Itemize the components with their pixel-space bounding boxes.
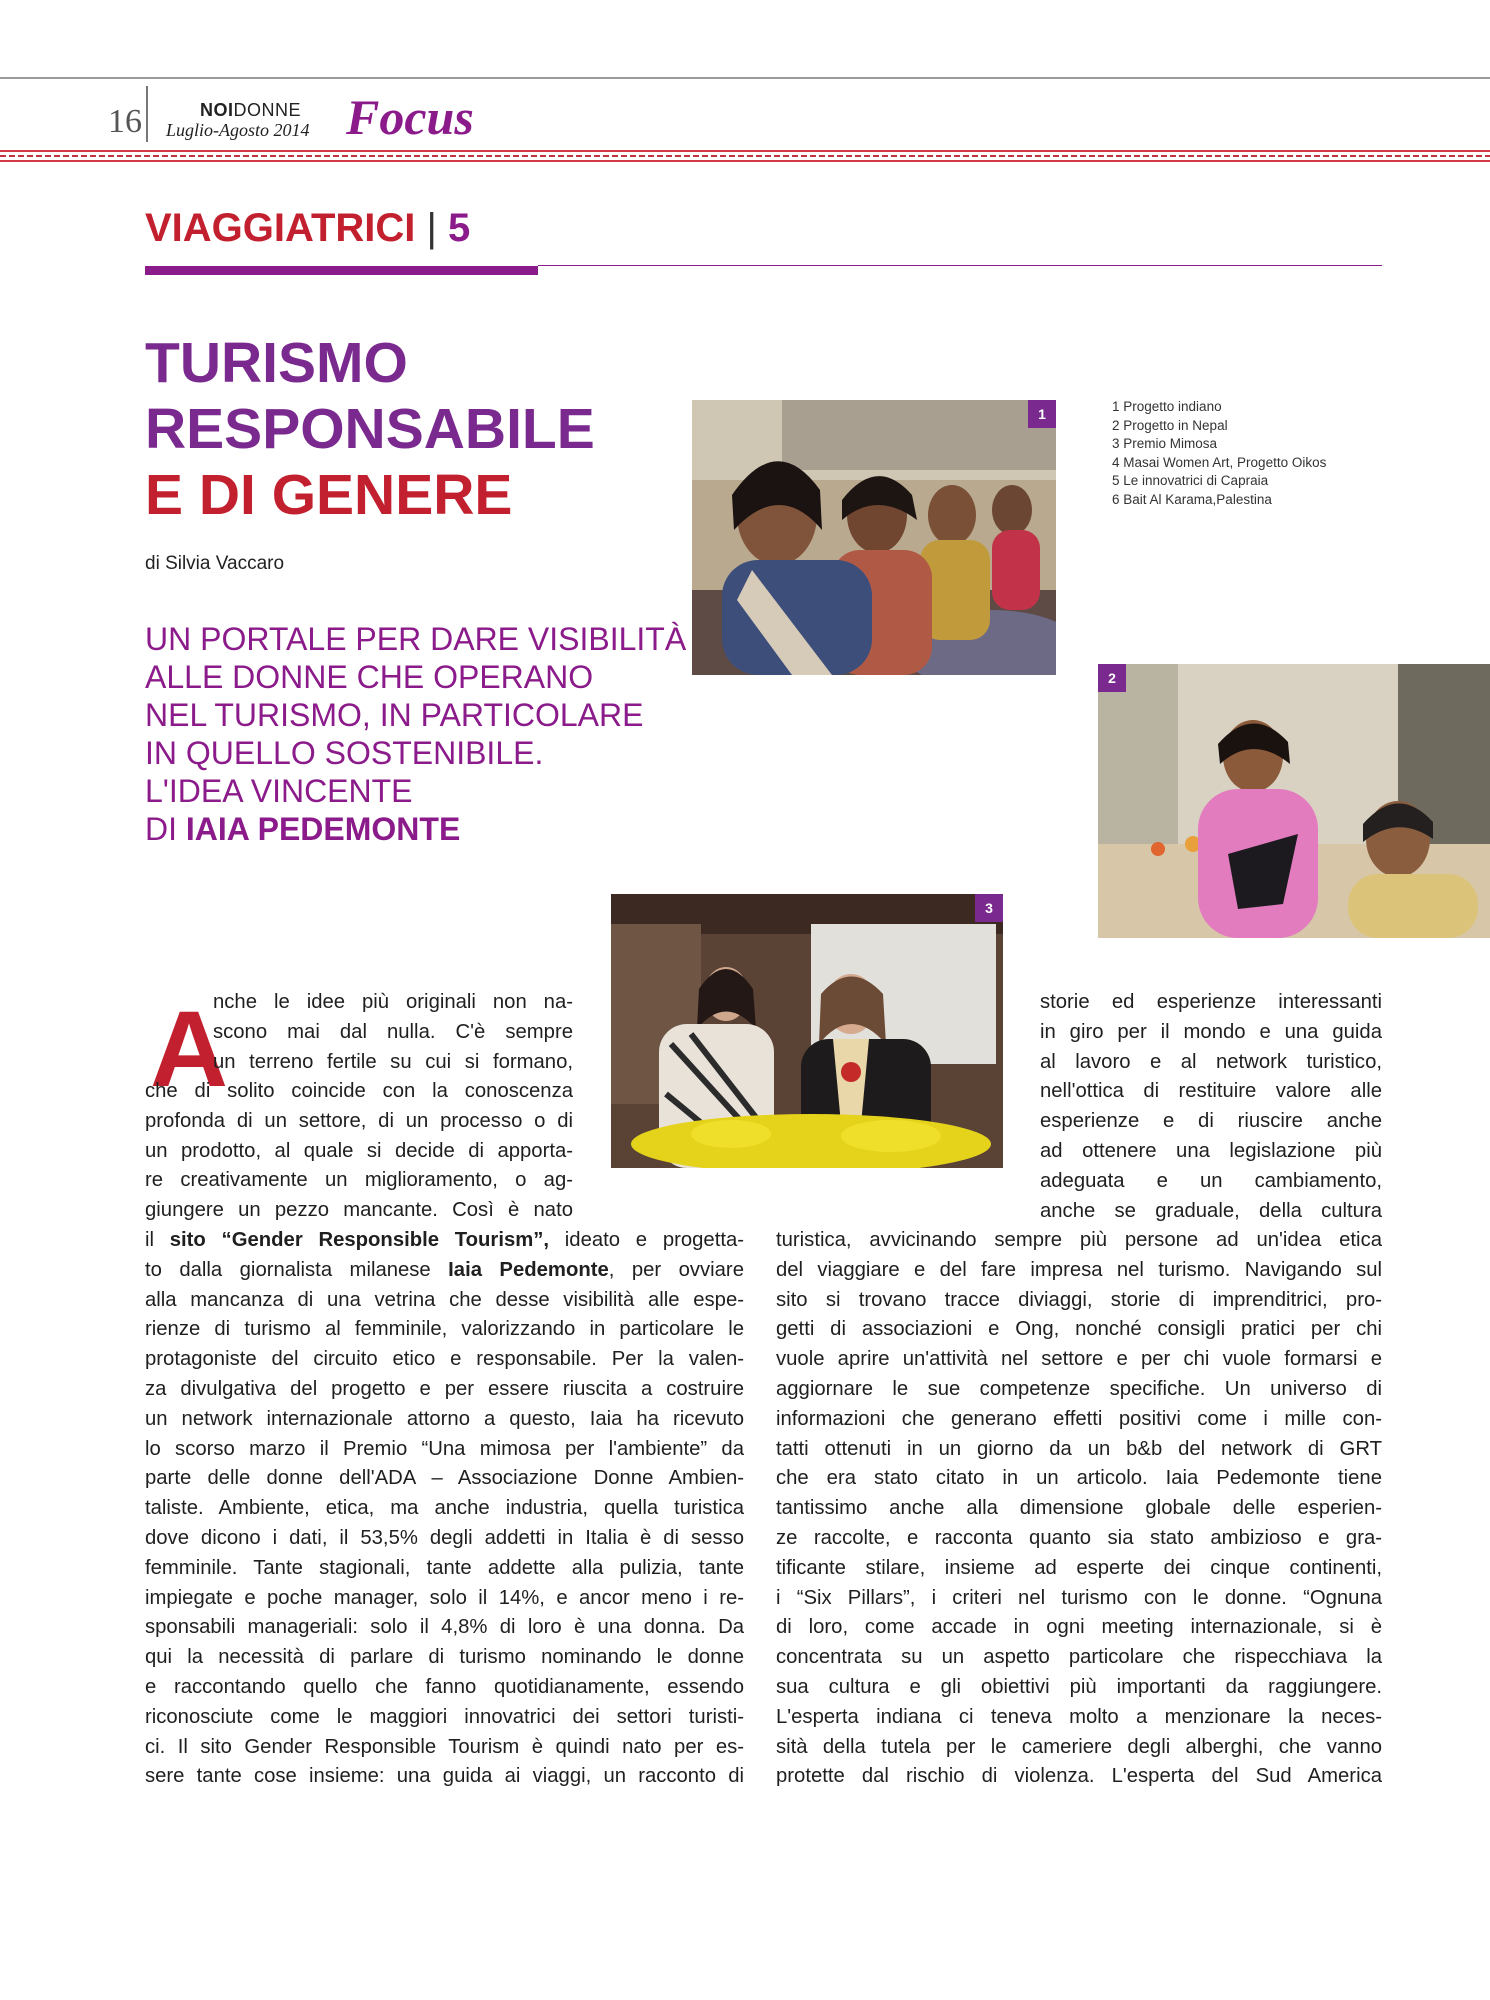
body-line: giungere un pezzo mancante. Così è nato bbox=[145, 1199, 573, 1222]
body-line: sponsabili manageriali: solo il 4,8% di loro è una donna. Da bbox=[145, 1616, 744, 1639]
subhead-line: L'IDEA VINCENTE bbox=[145, 773, 413, 809]
title-line-3: E DI GENERE bbox=[145, 463, 513, 527]
body-line: i “Six Pillars”, i criteri nel turismo con le donne. “Ognuna bbox=[776, 1586, 1382, 1609]
body-line: anche se graduale, della cultura bbox=[1040, 1199, 1382, 1222]
body-line: ad ottenere una legislazione più bbox=[1040, 1139, 1382, 1162]
body-line: storie ed esperienze interessanti bbox=[1040, 991, 1382, 1013]
body-line: del viaggiare e del fare impresa nel turismo. Navigando sul bbox=[776, 1258, 1382, 1281]
photo-1 bbox=[692, 400, 1056, 675]
body-line: impiegate e poche manager, solo il 14%, e ancor meno i re- bbox=[145, 1586, 744, 1609]
body-right-wrapped bbox=[1040, 988, 1382, 1226]
byline: di Silvia Vaccaro bbox=[145, 553, 285, 574]
body-line: rienze di turismo al femminile, valorizzando in particolare le bbox=[145, 1318, 744, 1341]
subhead-line: UN PORTALE PER DARE VISIBILITÀ bbox=[145, 621, 687, 657]
body-line: al lavoro e al network turistico, bbox=[1040, 1050, 1382, 1073]
page-number: 16 bbox=[108, 103, 142, 140]
body-line: turistica, avvicinando sempre più persone ad un'idea etica bbox=[776, 1229, 1382, 1251]
body-line: che di solito coincide con la conoscenza bbox=[145, 1080, 573, 1102]
body-line: to dalla giornalista milanese Iaia Pedemonte, per ovviare bbox=[145, 1258, 744, 1281]
caption-item: 2 Progetto in Nepal bbox=[1112, 417, 1228, 433]
body-line: un prodotto, al quale si decide di apporta- bbox=[145, 1139, 573, 1162]
photo-badge: 3 bbox=[975, 894, 1003, 922]
subheading bbox=[145, 620, 705, 848]
body-line: concentrata su un aspetto particolare che rispecchiava la bbox=[776, 1646, 1382, 1669]
drop-cap: A bbox=[150, 988, 228, 1109]
section-title: Focus bbox=[346, 89, 474, 145]
header-decorative-border bbox=[0, 150, 1490, 166]
body-line: di loro, come accade in ogni meeting internazionale, si è bbox=[776, 1616, 1382, 1639]
photo-2 bbox=[1098, 664, 1490, 938]
body-line: nche le idee più originali non na- bbox=[213, 991, 573, 1013]
body-left-column bbox=[145, 1226, 744, 1792]
body-line: il sito “Gender Responsible Tourism”, ideato e progetta- bbox=[145, 1229, 744, 1251]
body-line: L'esperta indiana ci teneva molto a menzionare la neces- bbox=[776, 1705, 1382, 1728]
magazine-name-rest: DONNE bbox=[233, 100, 302, 120]
body-line: e raccontando quello che fanno quotidianamente, essendo bbox=[145, 1675, 744, 1698]
subhead-line: ALLE DONNE CHE OPERANO bbox=[145, 659, 594, 695]
magazine-name-bold: NOI bbox=[200, 100, 234, 120]
body-right-column bbox=[776, 1226, 1382, 1792]
body-line: sità della tutela per le cameriere degli alberghi, che vanno bbox=[776, 1735, 1382, 1758]
photo-badge: 1 bbox=[1028, 400, 1056, 428]
rubric-label: VIAGGIATRICI bbox=[145, 206, 416, 250]
body-line: scono mai dal nulla. C'è sempre bbox=[213, 1020, 573, 1043]
photo-captions bbox=[1112, 398, 1326, 509]
body-line: aggiornare le sue competenze specifiche. Un universo di bbox=[776, 1377, 1382, 1400]
subhead-line: NEL TURISMO, IN PARTICOLARE bbox=[145, 697, 644, 733]
body-line: un network internazionale attorno a questo, Iaia ha ricevuto bbox=[145, 1407, 744, 1430]
body-line: adeguata e un cambiamento, bbox=[1040, 1169, 1382, 1192]
rubric bbox=[145, 206, 470, 251]
title-line-1: TURISMO bbox=[145, 331, 408, 395]
body-line: dove dicono i dati, il 53,5% degli addetti in Italia è di sesso bbox=[145, 1526, 744, 1549]
body-left-wrapped bbox=[213, 988, 573, 1077]
body-line: un terreno fertile su cui si formano, bbox=[213, 1050, 573, 1073]
rubric-underline-thick bbox=[145, 266, 538, 275]
body-line: in giro per il mondo e una guida bbox=[1040, 1020, 1382, 1043]
body-line: informazioni che generano effetti positivi come i mille con- bbox=[776, 1407, 1382, 1430]
body-line: getti di associazioni e Ong, nonché consigli pratici per chi bbox=[776, 1318, 1382, 1341]
issue-date: Luglio-Agosto 2014 bbox=[166, 120, 310, 140]
body-line: za divulgativa del progetto e per essere riuscita a costruire bbox=[145, 1377, 744, 1400]
caption-item: 6 Bait Al Karama,Palestina bbox=[1112, 491, 1272, 507]
caption-item: 1 Progetto indiano bbox=[1112, 399, 1222, 414]
body-line: lo scorso marzo il Premio “Una mimosa per l'ambiente” da bbox=[145, 1437, 744, 1460]
body-line: re creativamente un miglioramento, o ag- bbox=[145, 1169, 573, 1192]
body-line: taliste. Ambiente, etica, ma anche industria, quella turistica bbox=[145, 1497, 744, 1520]
body-line: esperienze e di riuscire anche bbox=[1040, 1110, 1382, 1133]
header-top-rule bbox=[0, 77, 1490, 79]
caption-item: 5 Le innovatrici di Capraia bbox=[1112, 473, 1269, 488]
rubric-separator: | bbox=[426, 206, 437, 250]
body-line: parte delle donne dell'ADA – Associazione Donne Ambien- bbox=[145, 1467, 744, 1490]
rubric-number: 5 bbox=[448, 206, 471, 250]
article-title bbox=[145, 330, 595, 528]
body-line: sere tante cose insieme: una guida ai viaggi, un racconto di bbox=[145, 1765, 744, 1788]
caption-item: 3 Premio Mimosa bbox=[1112, 436, 1218, 451]
subhead-prefix: DI bbox=[145, 811, 186, 847]
photo-3 bbox=[611, 894, 1003, 1168]
body-line: tatti ottenuti in un giorno da un b&b del network di GRT bbox=[776, 1437, 1382, 1460]
body-line: vuole aprire un'attività nel settore e per chi vuole formarsi e bbox=[776, 1348, 1382, 1371]
body-line: nell'ottica di restituire valore alle bbox=[1040, 1080, 1382, 1103]
body-line: sua cultura e gli obiettivi più importanti da raggiungere. bbox=[776, 1675, 1382, 1698]
body-line: femminile. Tante stagionali, tante addette alla pulizia, tante bbox=[145, 1556, 744, 1579]
body-line: ze raccolte, e racconta quanto sia stato ambizioso e gra- bbox=[776, 1526, 1382, 1549]
subhead-name: IAIA PEDEMONTE bbox=[185, 811, 461, 847]
body-line: protagoniste del circuito etico e responsabile. Per la valen- bbox=[145, 1348, 744, 1371]
photo-badge: 2 bbox=[1098, 664, 1126, 692]
caption-item: 4 Masai Women Art, Progetto Oikos bbox=[1112, 454, 1327, 470]
subhead-line-last bbox=[145, 810, 705, 848]
subhead-line: IN QUELLO SOSTENIBILE. bbox=[145, 735, 544, 771]
body-line: qui la necessità di parlare di turismo nominando le donne bbox=[145, 1646, 744, 1669]
header-separator bbox=[146, 86, 148, 142]
body-line: protette dal rischio di violenza. L'esperta del Sud America bbox=[776, 1765, 1382, 1788]
body-line: che era stato citato in un articolo. Iaia Pedemonte tiene bbox=[776, 1467, 1382, 1490]
body-line: tificante stilare, insieme ad esperte dei cinque continenti, bbox=[776, 1556, 1382, 1579]
body-line: riconosciute come le maggiori innovatrici dei settori turisti- bbox=[145, 1705, 744, 1728]
body-line: ci. Il sito Gender Responsible Tourism è quindi nato per es- bbox=[145, 1735, 744, 1758]
body-line: profonda di un settore, di un processo o di bbox=[145, 1109, 573, 1132]
body-left-wrapped-2 bbox=[145, 1077, 573, 1226]
title-line-2: RESPONSABILE bbox=[145, 397, 595, 461]
magazine-name bbox=[200, 100, 301, 121]
body-line: sito si trovano tracce diviaggi, storie di imprenditrici, pro- bbox=[776, 1288, 1382, 1311]
body-line: tantissimo anche alla dimensione globale delle esperien- bbox=[776, 1497, 1382, 1520]
body-line: alla mancanza di una vetrina che desse visibilità alle espe- bbox=[145, 1288, 744, 1311]
rubric-underline-thin bbox=[538, 265, 1382, 266]
